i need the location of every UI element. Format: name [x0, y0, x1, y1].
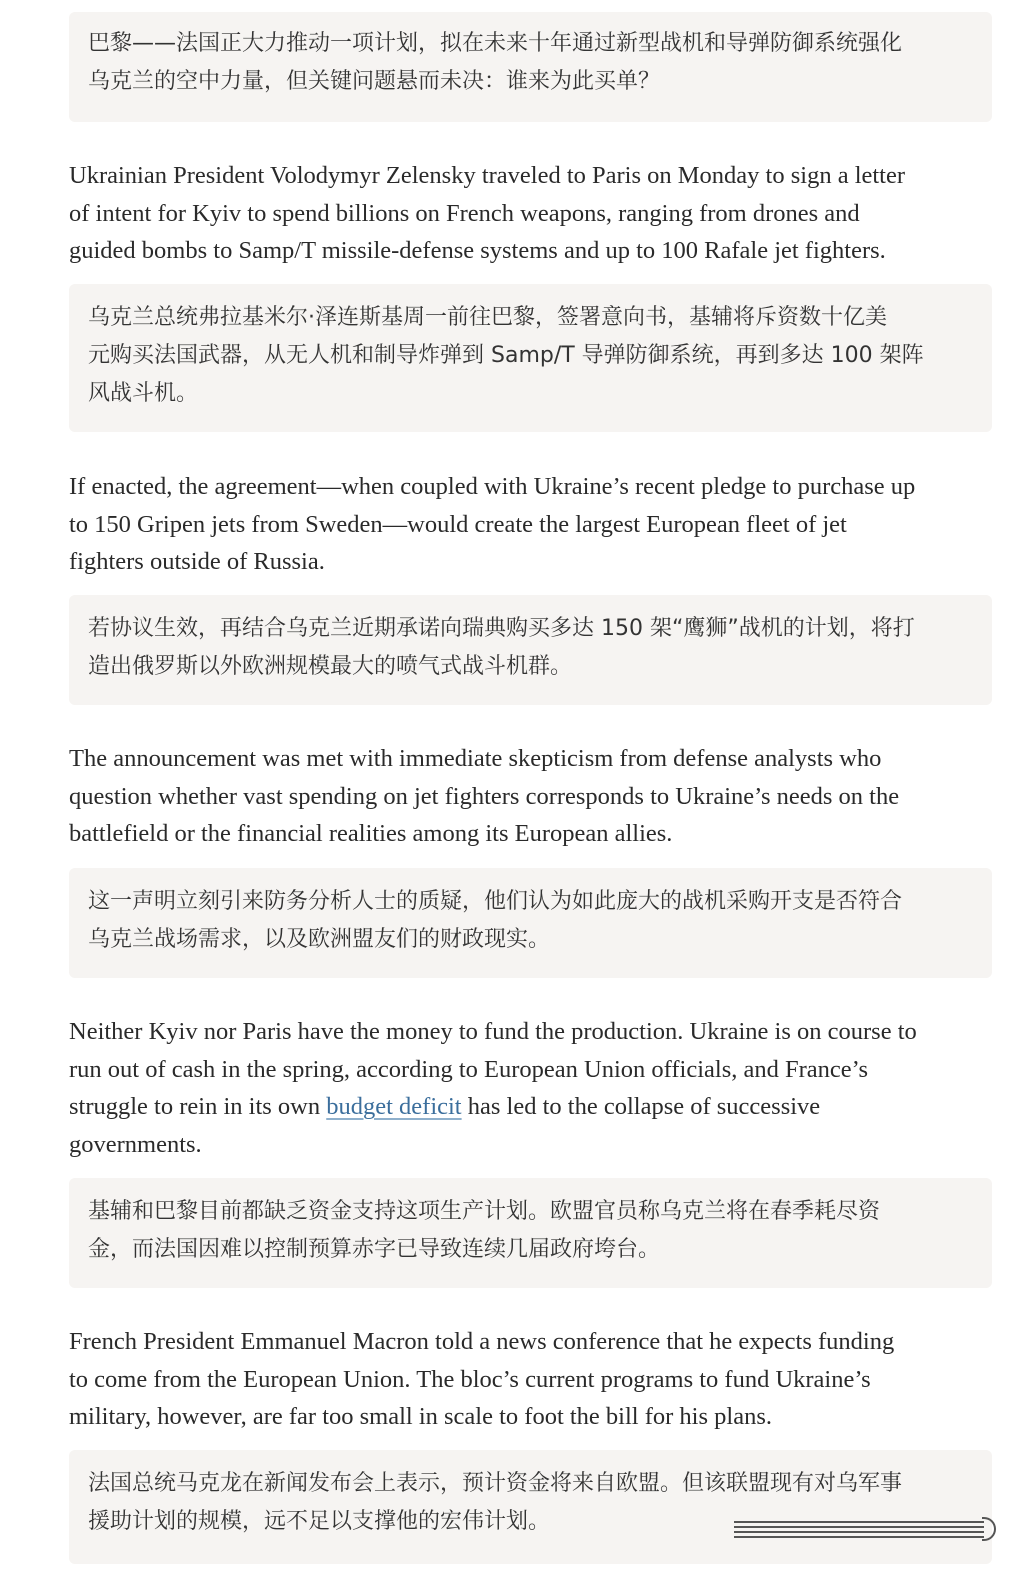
paragraph-line: Ukrainian President Volodymyr Zelensky traveled to Paris on Monday to sign a letter — [69, 162, 906, 189]
translation-line: 乌克兰的空中力量，但关键问题悬而未决：谁来为此买单？ — [88, 69, 661, 94]
paragraph-line: run out of cash in the spring, according to European Union officials, and France’s — [69, 1055, 868, 1083]
paragraph-line: If enacted, the agreement—when coupled with Ukraine’s recent pledge to purchase up — [69, 473, 916, 500]
translation-line: 巴黎——法国正大力推动一项计划，拟在未来十年通过新型战机和导弹防御系统强化 — [88, 31, 903, 56]
translation-line: 风战斗机。 — [88, 381, 199, 406]
paragraph-line: to 150 Gripen jets from Sweden—would create the largest European fleet of jet — [69, 510, 847, 538]
translation-line: 法国总统马克龙在新闻发布会上表示，预计资金将来自欧盟。但该联盟现有对乌军事 — [88, 1471, 903, 1496]
translation-line: 这一声明立刻引来防务分析人士的质疑，他们认为如此庞大的战机采购开支是否符合 — [88, 889, 903, 914]
paragraph-line: Neither Kyiv nor Paris have the money to fund the production. Ukraine is on course to — [69, 1018, 917, 1045]
translation-box — [69, 1178, 992, 1288]
article-paragraph — [69, 468, 992, 581]
translation-box — [69, 868, 992, 978]
translation-box — [69, 1450, 992, 1564]
scroll-indicator-line — [734, 1521, 984, 1523]
article-paragraph — [69, 1013, 992, 1164]
paragraph-line: governments. — [69, 1131, 202, 1159]
translation-line: 乌克兰总统弗拉基米尔·泽连斯基周一前往巴黎，签署意向书，基辅将斥资数十亿美 — [88, 305, 887, 330]
text-span: has led to the collapse of successive — [461, 1093, 821, 1121]
translation-line: 若协议生效，再结合乌克兰近期承诺向瑞典购买多达 150 架“鹰狮”战机的计划，将打 — [88, 616, 915, 641]
translation-box — [69, 595, 992, 705]
paragraph-line: of intent for Kyiv to spend billions on French weapons, ranging from drones and — [69, 199, 860, 227]
scroll-indicator-cap — [982, 1517, 996, 1541]
paragraph-line: military, however, are far too small in scale to foot the bill for his plans. — [69, 1403, 772, 1431]
scroll-indicator-line — [734, 1531, 984, 1533]
text-span: struggle to rein in its own — [69, 1093, 327, 1121]
article-paragraph — [69, 1323, 992, 1436]
translation-line: 元购买法国武器，从无人机和制导炸弹到 Samp/T 导弹防御系统，再到多达 100 架阵 — [88, 343, 924, 368]
translation-line: 基辅和巴黎目前都缺乏资金支持这项生产计划。欧盟官员称乌克兰将在春季耗尽资 — [88, 1199, 881, 1224]
paragraph-line: guided bombs to Samp/T missile-defense systems and up to 100 Rafale jet fighters. — [69, 237, 886, 265]
paragraph-line: to come from the European Union. The bloc’s current programs to fund Ukraine’s — [69, 1365, 871, 1393]
paragraph-line: fighters outside of Russia. — [69, 548, 325, 576]
translation-line: 造出俄罗斯以外欧洲规模最大的喷气式战斗机群。 — [88, 654, 573, 679]
translation-box — [69, 284, 992, 432]
translation-line: 乌克兰战场需求，以及欧洲盟友们的财政现实。 — [88, 927, 551, 952]
translation-line: 援助计划的规模，远不足以支撑他的宏伟计划。 — [88, 1509, 551, 1534]
paragraph-line: battlefield or the financial realities among its European allies. — [69, 820, 673, 848]
paragraph-line: question whether vast spending on jet fighters corresponds to Ukraine’s needs on the — [69, 782, 900, 810]
translation-line: 金，而法国因难以控制预算赤字已导致连续几届政府垮台。 — [88, 1237, 661, 1262]
budget-deficit-link[interactable]: budget deficit — [326, 1093, 462, 1121]
translation-box — [69, 12, 992, 122]
paragraph-line-with-link — [69, 1088, 992, 1126]
paragraph-line: The announcement was met with immediate skepticism from defense analysts who — [69, 745, 882, 772]
article-paragraph — [69, 740, 992, 853]
article-paragraph — [69, 157, 992, 270]
paragraph-line: French President Emmanuel Macron told a news conference that he expects funding — [69, 1328, 895, 1355]
scroll-indicator-line — [734, 1526, 984, 1528]
scroll-indicator-icon[interactable] — [734, 1517, 996, 1545]
scroll-indicator-line — [734, 1536, 984, 1538]
